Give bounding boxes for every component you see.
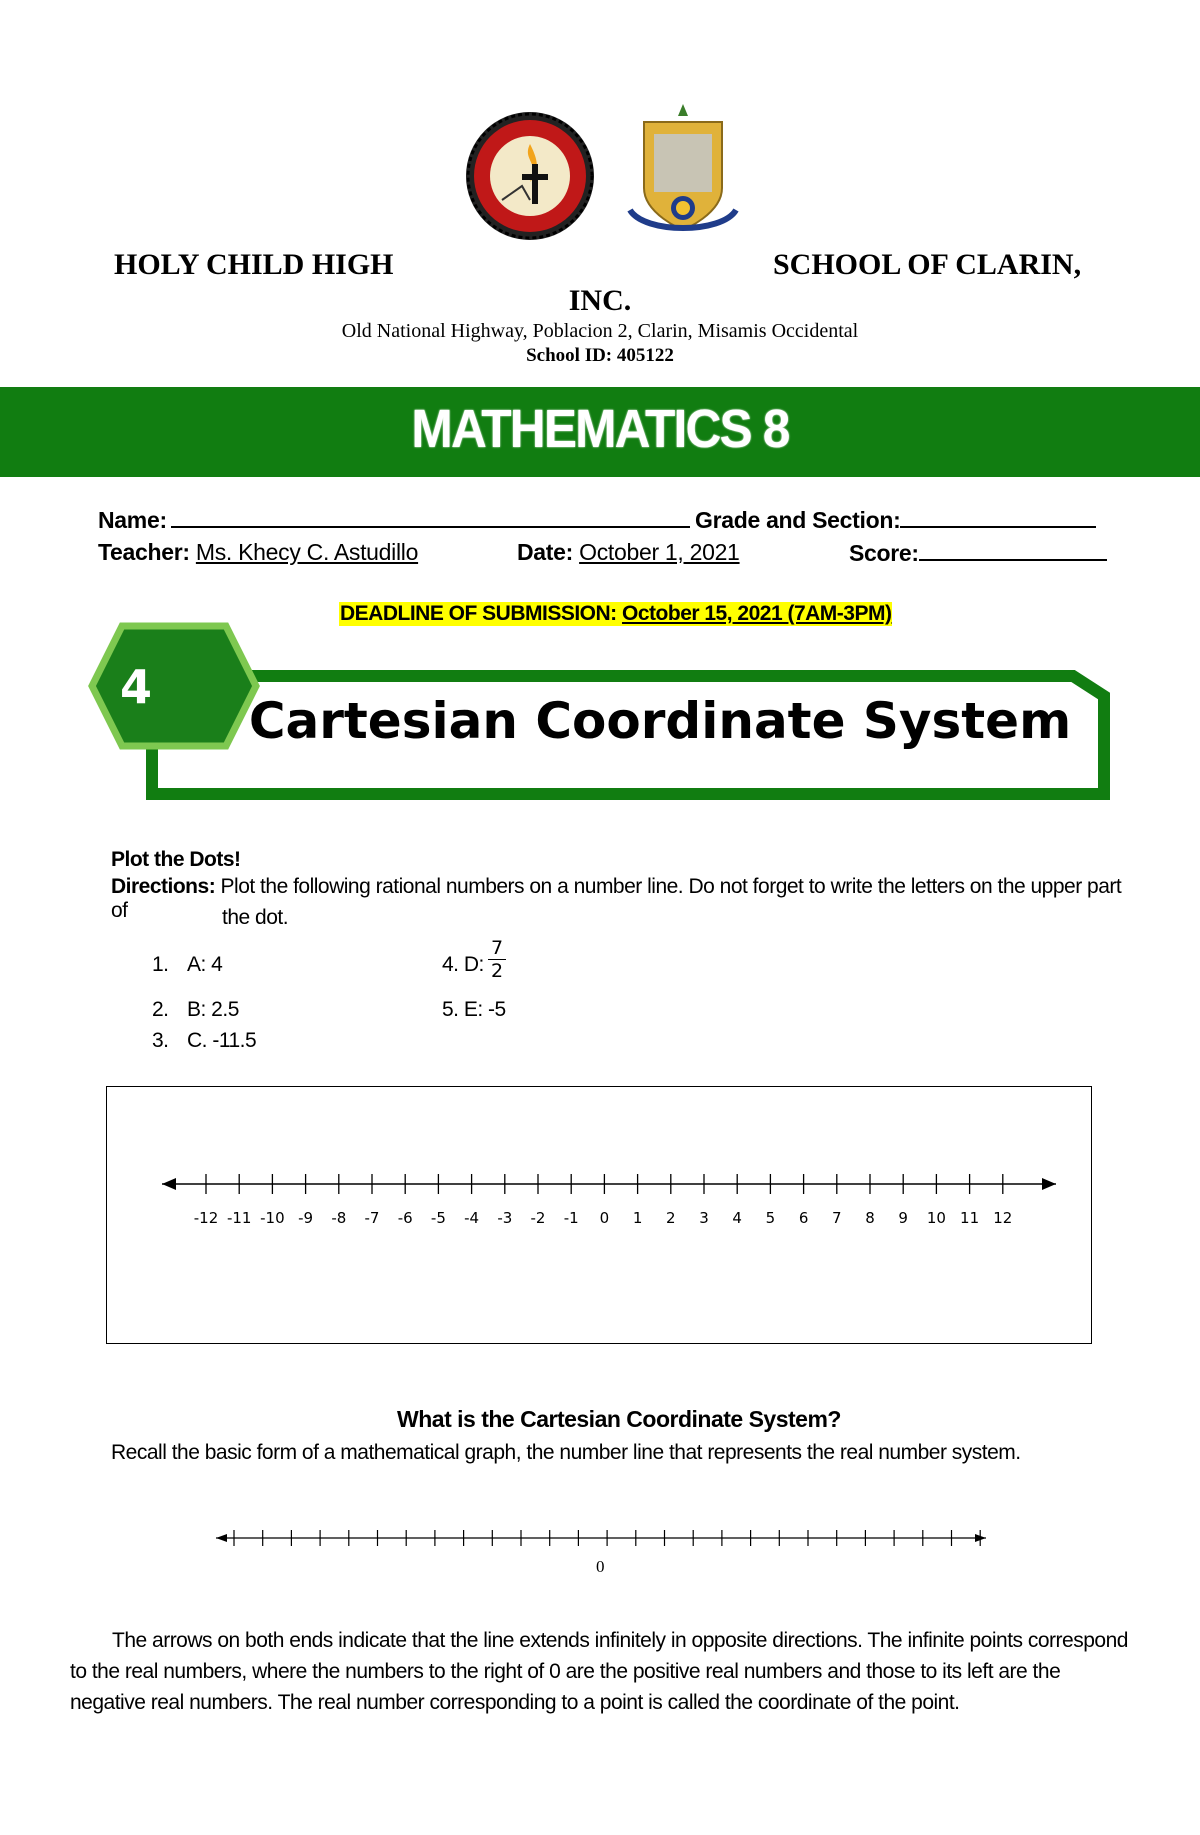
date-row xyxy=(517,539,740,566)
tick-label: 8 xyxy=(865,1209,875,1227)
teacher-label: Teacher: xyxy=(98,539,190,565)
score-label: Score: xyxy=(849,540,919,566)
tick-label: 6 xyxy=(798,1209,809,1227)
grade-row xyxy=(695,506,1096,534)
fraction-denominator: 2 xyxy=(490,960,504,982)
score-row xyxy=(849,539,1107,567)
directions-label: Directions: xyxy=(111,875,216,898)
tick-label: -6 xyxy=(397,1209,413,1227)
item-number-1: 1. xyxy=(152,953,169,976)
tick-label: 7 xyxy=(832,1209,842,1227)
tick-label: 12 xyxy=(993,1209,1013,1227)
tick-label: -8 xyxy=(331,1209,347,1227)
tick-label: 11 xyxy=(960,1209,980,1227)
teacher-row xyxy=(98,539,418,566)
name-field[interactable] xyxy=(171,506,690,528)
lesson-title: Cartesian Coordinate System xyxy=(248,692,1072,750)
number-line-1 xyxy=(150,1160,1070,1230)
tick-label: 9 xyxy=(898,1209,908,1227)
tick-label: -11 xyxy=(226,1209,252,1227)
score-field[interactable] xyxy=(919,539,1107,561)
deadline-value: October 15, 2021 (7AM-3PM) xyxy=(622,602,892,625)
lesson-number: 4 xyxy=(120,660,153,714)
item-number-2: 2. xyxy=(152,998,169,1021)
tick-label: 4 xyxy=(732,1209,742,1227)
left-arrow xyxy=(162,1178,176,1190)
school-name-left: HOLY CHILD HIGH xyxy=(114,248,394,281)
section-intro: Recall the basic form of a mathematical graph, the number line that represents the real number system. xyxy=(111,1441,1021,1464)
left-arrow-2 xyxy=(216,1534,227,1542)
right-arrow xyxy=(1042,1178,1056,1190)
teacher-value: Ms. Khecy C. Astudillo xyxy=(195,539,419,565)
directions-text: Plot the following rational numbers on a number line. Do not forget to write the letters on the upper part of xyxy=(111,875,1122,922)
activity-title: Plot the Dots! xyxy=(111,848,241,871)
tick-label: 2 xyxy=(666,1209,676,1227)
date-label: Date: xyxy=(517,539,574,565)
name-row xyxy=(98,506,690,534)
name-label: Name: xyxy=(98,507,167,533)
school-address: Old National Highway, Poblacion 2, Clarin, Misamis Occidental xyxy=(341,320,859,342)
tick-label: -3 xyxy=(497,1209,513,1227)
school-name-right: SCHOOL OF CLARIN, xyxy=(773,248,1082,281)
item-number-3: 3. xyxy=(152,1029,169,1052)
tick-label: 0 xyxy=(599,1209,610,1227)
tick-label: -7 xyxy=(364,1209,380,1227)
tick-label: 10 xyxy=(926,1209,946,1227)
item-text-2: B: 2.5 xyxy=(187,998,239,1021)
tick-label: -9 xyxy=(298,1209,314,1227)
tick-label: 1 xyxy=(632,1209,643,1227)
tick-label: -4 xyxy=(464,1209,480,1227)
tick-label: 3 xyxy=(699,1209,709,1227)
number-line-2 xyxy=(210,1524,1000,1584)
item-text-1: A: 4 xyxy=(187,953,223,976)
tick-label: -2 xyxy=(530,1209,546,1227)
item-text-5: 5. E: -5 xyxy=(442,998,506,1021)
section-heading: What is the Cartesian Coordinate System? xyxy=(397,1406,841,1432)
tick-label: -10 xyxy=(260,1209,285,1227)
tick-label: -1 xyxy=(563,1209,579,1227)
fraction xyxy=(488,937,506,982)
item-text-4: 4. D: xyxy=(442,953,484,976)
tick-label: 5 xyxy=(765,1209,776,1227)
tick-label: -5 xyxy=(430,1209,446,1227)
grade-label: Grade and Section: xyxy=(695,507,901,533)
date-value: October 1, 2021 xyxy=(579,539,740,565)
deadline-label: DEADLINE OF SUBMISSION: xyxy=(340,602,617,625)
school-name-end: INC. xyxy=(568,284,632,317)
item-text-3: C. -11.5 xyxy=(187,1029,257,1052)
archdiocese-seal-logo xyxy=(624,102,742,238)
directions-continued: the dot. xyxy=(222,906,289,929)
school-id: School ID: 405122 xyxy=(526,345,674,366)
tick-label: -12 xyxy=(193,1209,219,1227)
grade-field[interactable] xyxy=(900,506,1096,528)
section-paragraph: The arrows on both ends indicate that the line extends infinitely in opposite directions. The infinite points correspond to the real numbers, where the numbers to the right of 0 are the positive real numbers and those to its left are the negative real numbers. The real number corresponding to a point is called the coordinate of the point. xyxy=(70,1629,1128,1714)
fraction-numerator: 7 xyxy=(488,937,506,960)
school-seal-logo xyxy=(462,108,598,244)
zero-label: 0 xyxy=(596,1557,605,1576)
subject-title: MATHEMATICS 8 xyxy=(411,399,789,459)
